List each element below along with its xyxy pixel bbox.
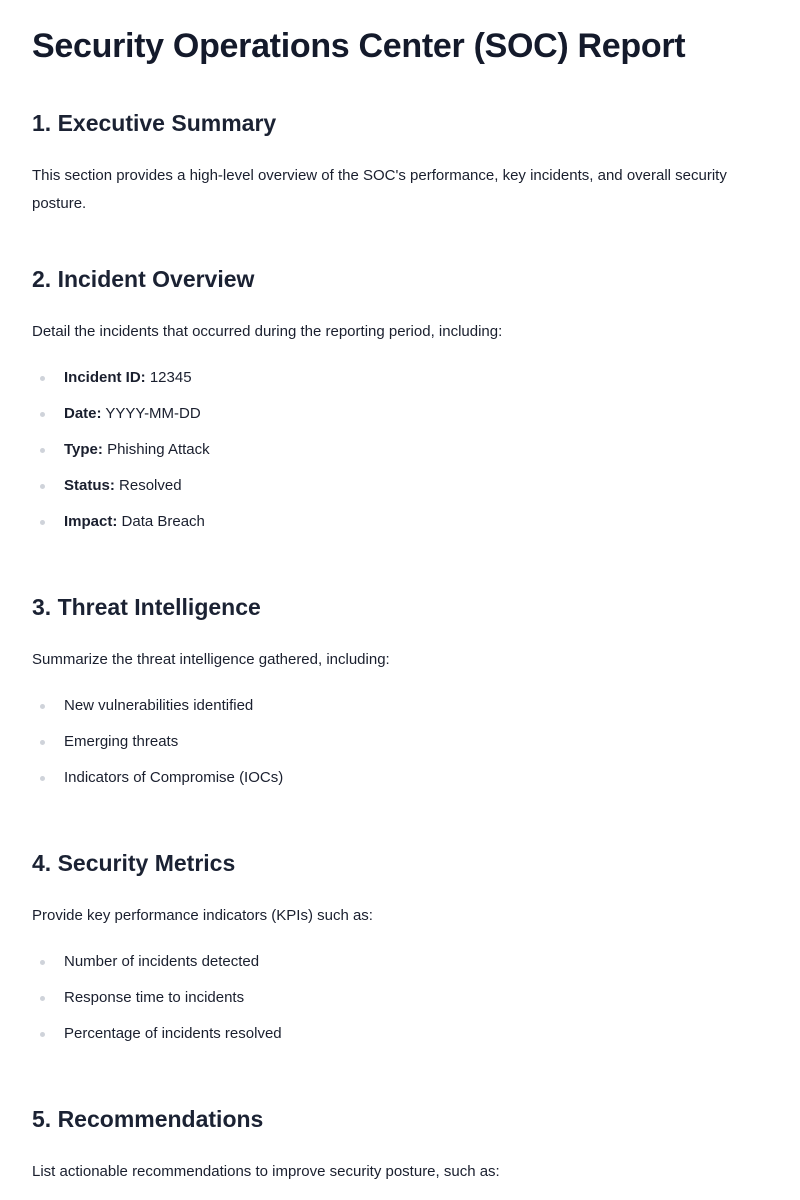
page-title: Security Operations Center (SOC) Report xyxy=(32,27,686,65)
section-heading-security-metrics: 4. Security Metrics xyxy=(32,850,236,876)
incident-overview-intro: Detail the incidents that occurred during the reporting period, including: xyxy=(32,323,503,340)
bullet-dot xyxy=(40,484,45,489)
incident-details-list xyxy=(32,366,768,546)
list-item xyxy=(32,1022,768,1058)
list-item xyxy=(32,986,768,1022)
list-item-impact xyxy=(32,510,768,546)
security-metrics-intro: Provide key performance indicators (KPIs) such as: xyxy=(32,907,373,924)
bullet-dot xyxy=(40,376,45,381)
list-item-text: Response time to incidents xyxy=(64,989,245,1006)
bullet-dot xyxy=(40,448,45,453)
threat-intelligence-list xyxy=(32,694,768,802)
list-item xyxy=(32,766,768,802)
bullet-dot xyxy=(40,704,45,709)
list-item xyxy=(32,694,768,730)
item-value: 12345 xyxy=(149,369,192,386)
item-value: Data Breach xyxy=(121,513,205,530)
item-value: YYYY-MM-DD xyxy=(105,405,201,422)
item-value: Phishing Attack xyxy=(107,441,210,458)
section-heading-incident-overview: 2. Incident Overview xyxy=(32,266,255,292)
section-heading-threat-intelligence: 3. Threat Intelligence xyxy=(32,594,261,620)
threat-intelligence-intro: Summarize the threat intelligence gathered, including: xyxy=(32,651,390,668)
item-label: Status: xyxy=(64,477,115,494)
item-label: Date: xyxy=(64,405,102,422)
list-item-incident-id xyxy=(32,366,768,402)
item-value: Resolved xyxy=(119,477,182,494)
section-heading-recommendations: 5. Recommendations xyxy=(32,1106,264,1132)
bullet-dot xyxy=(40,740,45,745)
section-heading-executive-summary: 1. Executive Summary xyxy=(32,110,277,136)
bullet-dot xyxy=(40,412,45,417)
list-item-type xyxy=(32,438,768,474)
bullet-dot xyxy=(40,520,45,525)
list-item xyxy=(32,730,768,766)
list-item-status xyxy=(32,474,768,510)
list-item xyxy=(32,950,768,986)
bullet-dot xyxy=(40,960,45,965)
security-metrics-list xyxy=(32,950,768,1058)
list-item-text: Number of incidents detected xyxy=(64,953,260,970)
list-item-text: Indicators of Compromise (IOCs) xyxy=(64,769,284,786)
list-item-text: Percentage of incidents resolved xyxy=(64,1025,282,1042)
list-item-date xyxy=(32,402,768,438)
item-label: Impact: xyxy=(64,513,118,530)
item-label: Incident ID: xyxy=(64,369,146,386)
recommendations-intro: List actionable recommendations to improve security posture, such as: xyxy=(32,1163,500,1180)
bullet-dot xyxy=(40,1032,45,1037)
item-label: Type: xyxy=(64,441,103,458)
executive-summary-text: This section provides a high-level overview of the SOC's performance, key incidents, and overall security posture. xyxy=(32,167,727,212)
list-item-text: Emerging threats xyxy=(64,733,179,750)
bullet-dot xyxy=(40,776,45,781)
list-item-text: New vulnerabilities identified xyxy=(64,697,254,714)
bullet-dot xyxy=(40,996,45,1001)
